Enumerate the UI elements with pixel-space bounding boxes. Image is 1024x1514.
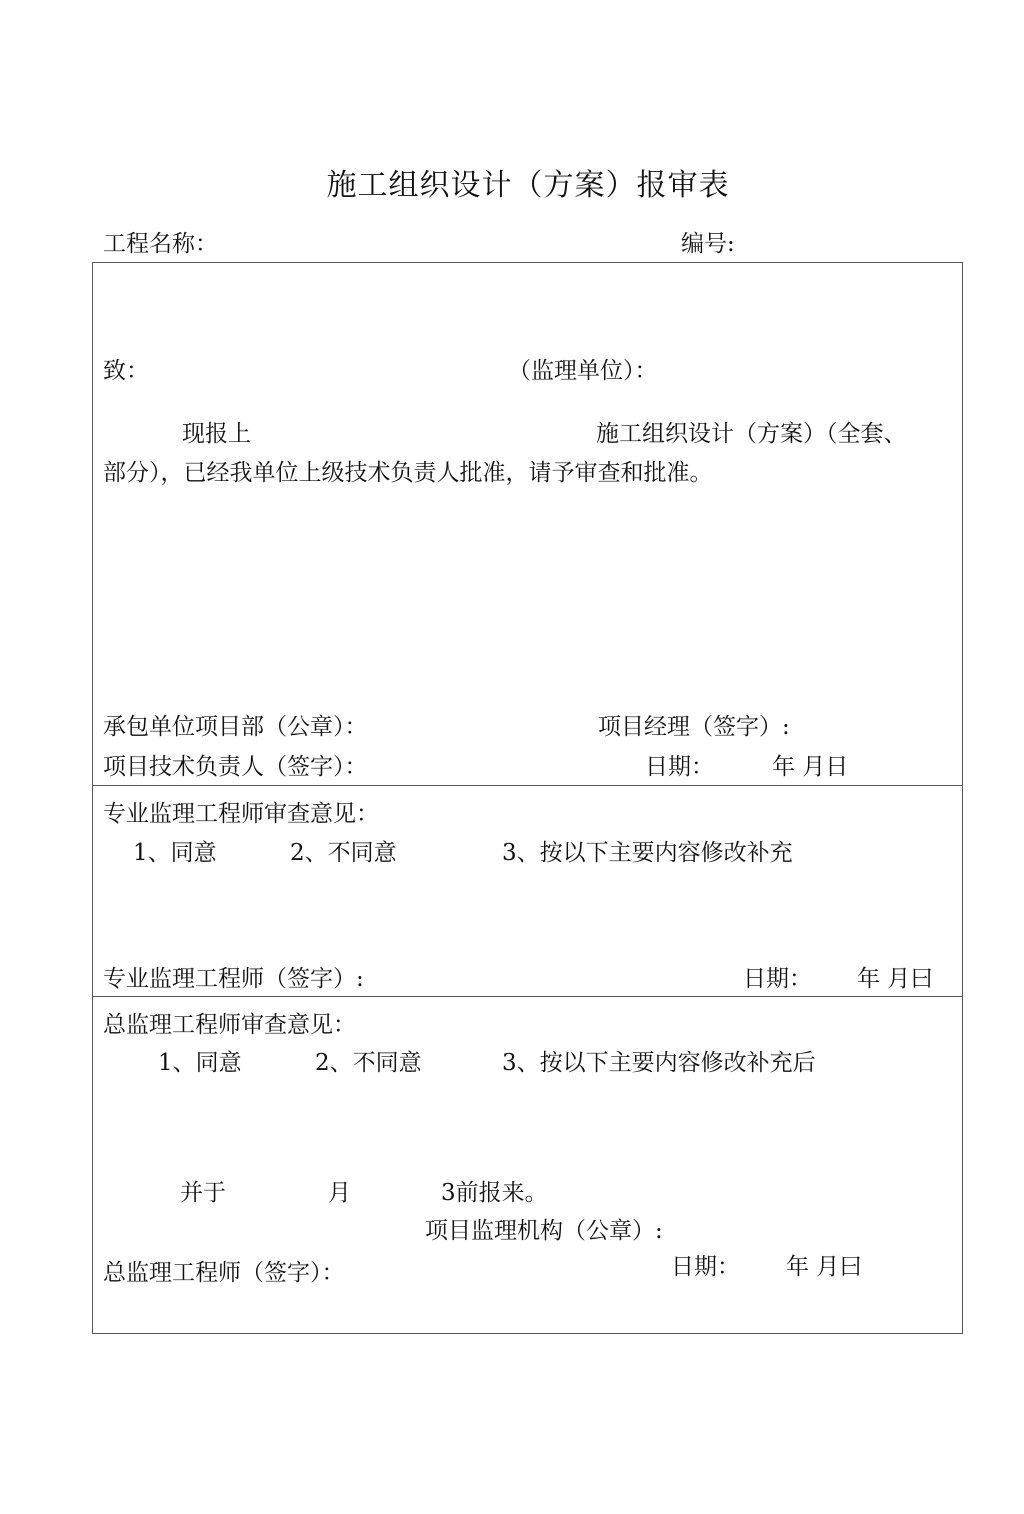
section-divider-chief <box>92 996 963 997</box>
page-title: 施工组织设计（方案）报审表 <box>326 168 730 203</box>
specialist-option-revise: 3、按以下主要内容修改补充 <box>502 840 793 866</box>
submission-date-label: 日期： <box>645 754 714 780</box>
chief-date-fields: 年 月曰 <box>786 1254 863 1280</box>
report-document-type: 施工组织设计（方案）（全套、 <box>596 421 907 447</box>
specialist-opinion-label: 专业监理工程师审查意见： <box>103 801 379 827</box>
to-label: 致： <box>103 358 149 384</box>
number-label: 编号: <box>681 231 735 257</box>
specialist-option-disagree: 2、不同意 <box>290 840 397 866</box>
report-statement: 部分），已经我单位上级技术负责人批准，请予审查和批准。 <box>103 460 713 486</box>
supervision-institution-seal-label: 项目监理机构（公章）: <box>425 1218 663 1244</box>
specialist-option-agree: 1、同意 <box>133 840 217 866</box>
report-prefix: 现报上 <box>182 421 251 447</box>
supervision-unit-label: （监理单位）： <box>508 358 658 384</box>
submission-date-fields: 年 月日 <box>772 754 849 780</box>
chief-option-disagree: 2、不同意 <box>315 1050 422 1076</box>
section-divider-specialist <box>92 785 963 786</box>
chief-option-agree: 1、同意 <box>158 1050 242 1076</box>
project-manager-signature-label: 项目经理（签字）: <box>598 714 790 740</box>
chief-signature-label: 总监理工程师（签字）： <box>103 1260 345 1286</box>
specialist-signature-label: 专业监理工程师（签字）: <box>103 966 364 992</box>
tech-lead-signature-label: 项目技术负责人（签字）： <box>103 754 368 780</box>
project-name-label: 工程名称： <box>103 231 218 257</box>
deadline-suffix: 3前报来。 <box>441 1180 548 1206</box>
deadline-prefix: 并于 <box>180 1180 226 1206</box>
chief-option-revise: 3、按以下主要内容修改补充后 <box>502 1050 816 1076</box>
contractor-dept-seal-label: 承包单位项目部（公章）： <box>103 714 368 740</box>
chief-opinion-label: 总监理工程师审查意见： <box>103 1012 356 1038</box>
specialist-date-label: 日期： <box>743 966 812 992</box>
deadline-month-label: 月 <box>328 1180 351 1206</box>
chief-date-label: 日期： <box>671 1254 740 1280</box>
specialist-date-fields: 年 月曰 <box>857 966 934 992</box>
